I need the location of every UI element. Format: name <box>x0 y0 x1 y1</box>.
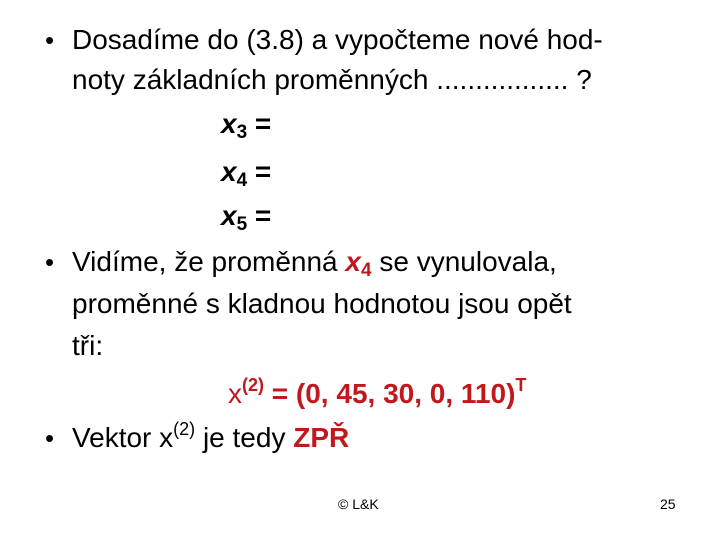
paragraph-2-line-3: tři: <box>72 330 104 361</box>
vector-values: = (0, 45, 30, 0, 110) <box>264 378 516 409</box>
paragraph-3-text-start: Vektor x <box>72 422 174 453</box>
vector-letter: x <box>228 378 242 409</box>
vector-equation <box>228 375 527 410</box>
equation-x3 <box>221 108 272 143</box>
equation-x4 <box>221 156 272 191</box>
equation-x5 <box>221 200 272 235</box>
vector-superscript: (2) <box>242 375 264 395</box>
transpose-superscript: T <box>515 375 527 395</box>
bullet-1: • <box>45 25 55 55</box>
equals-sign: = <box>247 156 272 187</box>
paragraph-3-superscript: (2) <box>173 419 196 439</box>
equals-sign: = <box>247 200 272 231</box>
variable-subscript: 5 <box>236 214 248 235</box>
paragraph-3-line-1 <box>72 419 350 454</box>
equals-sign: = <box>247 108 272 139</box>
paragraph-2-line-2: proměnné s kladnou hodnotou jsou opět <box>72 288 572 319</box>
highlighted-variable: x <box>345 246 361 277</box>
variable-letter: x <box>221 156 237 187</box>
paragraph-1-line-2: noty základních proměnných ................. ? <box>72 64 592 95</box>
paragraph-1-line-1: Dosadíme do (3.8) a vypočteme nové hod- <box>72 24 603 55</box>
paragraph-3-text-mid: je tedy <box>195 422 294 453</box>
bullet-2: • <box>45 247 55 277</box>
variable-subscript: 3 <box>236 122 248 143</box>
variable-letter: x <box>221 108 237 139</box>
paragraph-2-line-1 <box>72 246 557 281</box>
paragraph-2-text-start: Vidíme, že proměnná <box>72 246 346 277</box>
bullet-3: • <box>45 423 55 453</box>
variable-letter: x <box>221 200 237 231</box>
emphasis-zpr: ZPŘ <box>293 422 350 453</box>
paragraph-2-text-end: se vynulovala, <box>371 246 557 277</box>
footer-copyright: © L&K <box>338 496 379 512</box>
variable-subscript: 4 <box>236 170 248 191</box>
highlighted-variable-subscript: 4 <box>361 260 372 281</box>
page-number: 25 <box>660 496 676 512</box>
